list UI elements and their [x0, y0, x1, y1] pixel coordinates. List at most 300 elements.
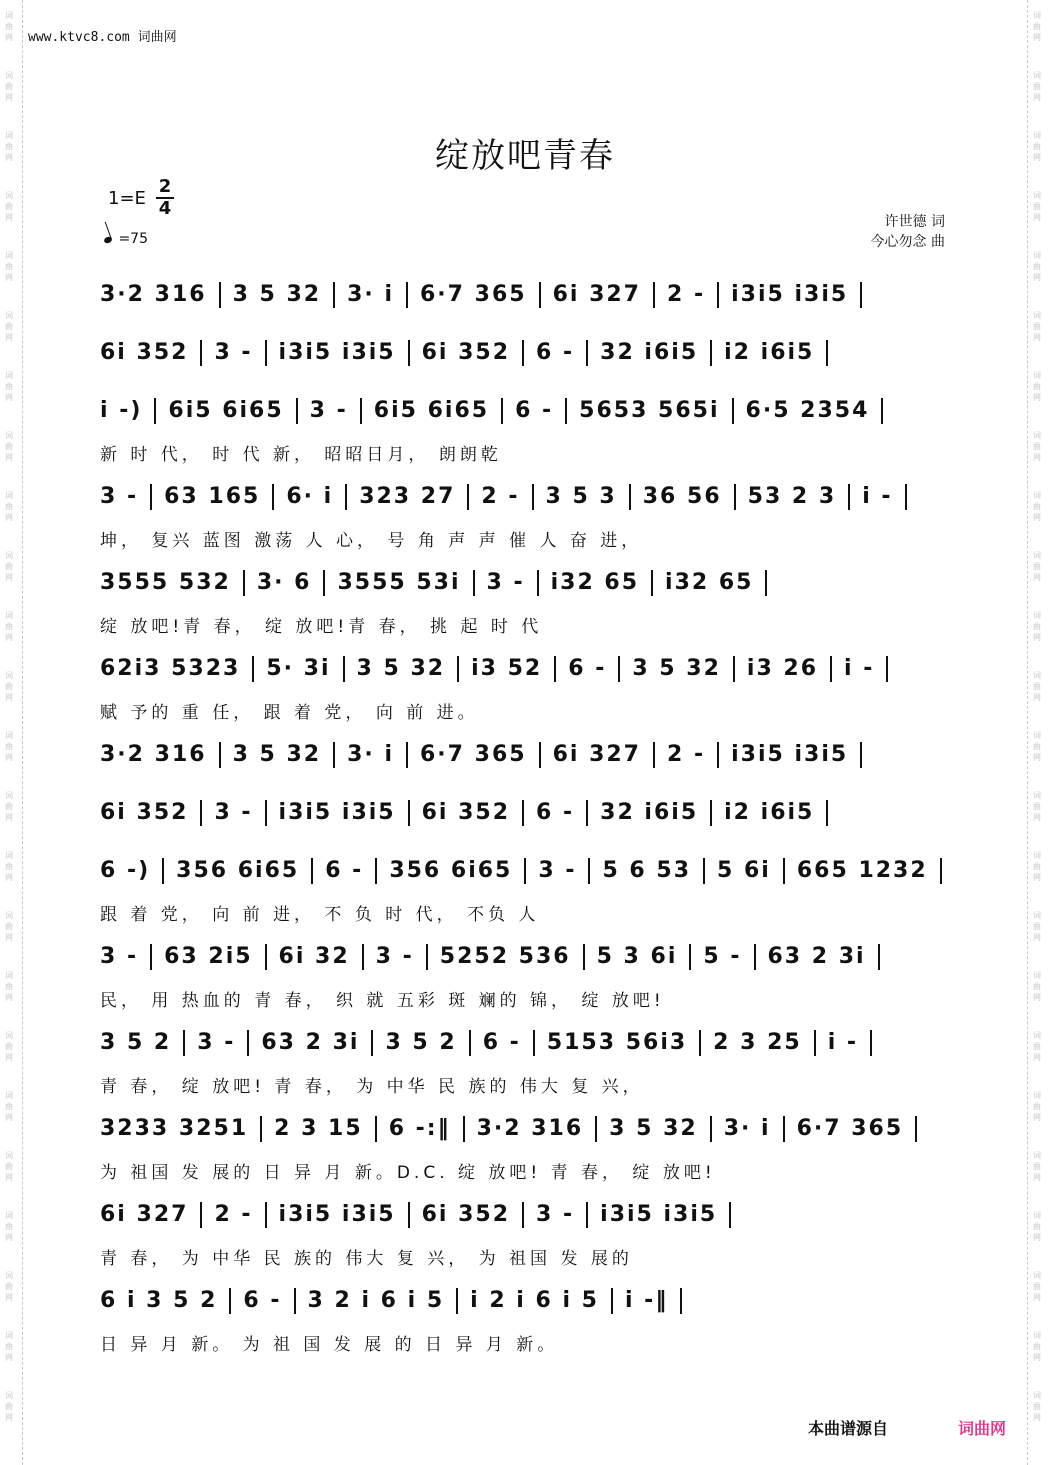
bar-line: [651, 570, 653, 596]
measure: 5 6 53: [602, 858, 692, 883]
bar-line: [611, 1288, 613, 1314]
lyrics-row: 民， 用 热血的 青 春， 织 就 五彩 斑 斓的 锦， 绽 放吧!: [100, 991, 665, 1011]
bar-line: [940, 858, 942, 884]
score-line: [100, 1116, 950, 1150]
measure: 3· i: [347, 742, 394, 767]
measure: 3 5 32: [232, 742, 322, 767]
measure: i -: [862, 484, 893, 509]
bar-line: [265, 944, 267, 970]
measure: 6 -: [243, 1288, 282, 1313]
bar-line: [586, 1202, 588, 1228]
measure: 6 -: [482, 1030, 521, 1055]
bar-line: [814, 1030, 816, 1056]
watermark-text: 词 曲 网: [5, 611, 13, 642]
bar-line: [296, 398, 298, 424]
bar-line: [905, 484, 907, 510]
measure: 3233 3251: [100, 1116, 249, 1141]
bar-line: [586, 340, 588, 366]
bar-line: [362, 944, 364, 970]
measure: 53 2 3: [747, 484, 837, 509]
bar-line: [406, 282, 408, 308]
watermark-text: 词 曲 网: [5, 191, 13, 222]
bar-line: [463, 1116, 465, 1142]
bar-line: [219, 282, 221, 308]
measure: i32 65: [665, 570, 754, 595]
watermark-text: 词 曲 网: [1033, 911, 1041, 942]
bar-line: [467, 484, 469, 510]
measure: 6 i 3 5 2: [100, 1288, 218, 1313]
score-line: [100, 800, 950, 834]
bar-line: [243, 570, 245, 596]
lyrics-row: 绽 放吧!青 春， 绽 放吧!青 春， 挑 起 时 代: [100, 617, 543, 637]
watermark-text: 词 曲 网: [5, 1151, 13, 1182]
bar-line: [717, 282, 719, 308]
time-signature-bottom: 4: [158, 198, 172, 219]
bar-line: [247, 1030, 249, 1056]
measure: 3· 6: [256, 570, 312, 595]
lyrics-row: 坤， 复兴 蓝图 激荡 人 心， 号 角 声 声 催 人 奋 进，: [100, 531, 643, 551]
measure: 6i5 6i65: [168, 398, 284, 423]
measure: 6i 32: [278, 944, 350, 969]
bar-line: [150, 484, 152, 510]
lyrics-row: 跟 着 党， 向 前 进， 不 负 时 代， 不负 人: [100, 905, 540, 925]
tempo-value: =75: [118, 231, 148, 247]
watermark-text: 词 曲 网: [5, 131, 13, 162]
bar-line: [826, 800, 828, 826]
bar-line: [618, 656, 620, 682]
measure: 6 -): [100, 858, 151, 883]
bar-line: [830, 656, 832, 682]
bar-line: [311, 858, 313, 884]
watermark-text: 词 曲 网: [5, 731, 13, 762]
bar-line: [265, 1202, 267, 1228]
measure: 2 3 15: [274, 1116, 363, 1141]
watermark-text: 词 曲 网: [5, 491, 13, 522]
tempo-marking: [104, 231, 148, 247]
notes-row: [100, 1030, 950, 1064]
bar-line: [586, 800, 588, 826]
measure: 665 1232: [796, 858, 928, 883]
lyrics-row: 新 时 代， 时 代 新， 昭昭日月， 朗朗乾: [100, 445, 502, 465]
measure: 2 -: [667, 282, 706, 307]
measure: 2 -: [214, 1202, 253, 1227]
measure: 5653 565i: [579, 398, 720, 423]
measure: 3·2 316: [100, 742, 207, 767]
measure: 3· i: [723, 1116, 771, 1141]
bar-line: [522, 340, 524, 366]
score-line: [100, 484, 950, 518]
watermark-text: 词 曲 网: [1033, 191, 1041, 222]
notes-row: [100, 656, 950, 690]
score-line: [100, 398, 950, 432]
measure: 6 -: [515, 398, 554, 423]
bar-line: [860, 282, 862, 308]
bar-line: [265, 800, 267, 826]
watermark-text: 词 曲 网: [1033, 971, 1041, 1002]
measure: 3 5 3: [545, 484, 617, 509]
notes-row: [100, 1202, 950, 1236]
measure: 5 3 6i: [596, 944, 678, 969]
measure: 6· i: [286, 484, 334, 509]
bar-line: [870, 1030, 872, 1056]
bar-line: [754, 944, 756, 970]
bar-line: [219, 742, 221, 768]
composer: 今心勿念 曲: [870, 234, 945, 250]
watermark-text: 词 曲 网: [1033, 371, 1041, 402]
bar-line: [457, 656, 459, 682]
credits: [871, 212, 945, 252]
measure: 6·7 365: [420, 282, 527, 307]
bar-line: [375, 1116, 377, 1142]
watermark-text: 词 曲 网: [1033, 851, 1041, 882]
measure: 5 -: [703, 944, 742, 969]
measure: 3 -: [197, 1030, 236, 1055]
measure: 32 i6i5: [600, 800, 699, 825]
measure: 2 3 25: [713, 1030, 802, 1055]
bar-line: [734, 484, 736, 510]
bar-line: [732, 398, 734, 424]
notes-row: [100, 858, 950, 892]
watermark-text: 词 曲 网: [5, 11, 13, 42]
bar-line: [333, 282, 335, 308]
measure: i3i5 i3i5: [731, 282, 849, 307]
notes-row: [100, 800, 950, 834]
bar-line: [150, 944, 152, 970]
watermark-text: 词 曲 网: [1033, 11, 1041, 42]
measure: 63 2i5: [164, 944, 253, 969]
bar-line: [583, 944, 585, 970]
measure: 6 -: [568, 656, 607, 681]
watermark-text: 词 曲 网: [5, 1271, 13, 1302]
measure: 6i 327: [100, 1202, 189, 1227]
measure: 3 5 2: [100, 1030, 172, 1055]
bar-line: [537, 570, 539, 596]
measure: 3 -: [214, 800, 253, 825]
measure: i -: [844, 656, 875, 681]
bar-line: [456, 1288, 458, 1314]
time-signature-top: 2: [156, 177, 174, 199]
measure: 3 -: [100, 944, 139, 969]
watermark-text: 词 曲 网: [5, 371, 13, 402]
bar-line: [848, 484, 850, 510]
song-title: 绽放吧青春: [435, 136, 615, 176]
bar-line: [783, 858, 785, 884]
measure: 3555 532: [100, 570, 231, 595]
notes-row: [100, 398, 950, 432]
bar-line: [629, 484, 631, 510]
watermark-text: 词 曲 网: [5, 1091, 13, 1122]
bar-line: [881, 398, 883, 424]
bar-line: [533, 1030, 535, 1056]
footer-brand: 词曲网: [958, 1419, 1007, 1438]
bar-line: [699, 1030, 701, 1056]
bar-line: [915, 1116, 917, 1142]
measure: 6i 352: [100, 340, 189, 365]
measure: 3555 53i: [337, 570, 461, 595]
watermark-text: 词 曲 网: [1033, 731, 1041, 762]
measure: 3 2 i 6 i 5: [307, 1288, 445, 1313]
watermark-text: 词 曲 网: [1033, 251, 1041, 282]
watermark-text: 词 曲 网: [1033, 1091, 1041, 1122]
watermark-text: 词 曲 网: [1033, 1151, 1041, 1182]
right-watermark-strip: [1027, 0, 1050, 1465]
bar-line: [710, 800, 712, 826]
quarter-note-icon: [103, 236, 113, 244]
measure: 6i 327: [552, 742, 641, 767]
bar-line: [826, 340, 828, 366]
bar-line: [729, 1202, 731, 1228]
watermark-text: 词 曲 网: [1033, 1271, 1041, 1302]
measure: 6i 352: [421, 1202, 511, 1227]
score-line: [100, 656, 950, 690]
bar-line: [371, 1030, 373, 1056]
measure: i3i5 i3i5: [278, 800, 396, 825]
measure: 3 -: [214, 340, 253, 365]
bar-line: [717, 742, 719, 768]
measure: 6i 327: [552, 282, 641, 307]
bar-line: [539, 282, 541, 308]
measure: 6 -:‖: [388, 1116, 451, 1141]
measure: i -‖: [624, 1288, 669, 1313]
bar-line: [323, 570, 325, 596]
bar-line: [733, 656, 735, 682]
watermark-text: 词 曲 网: [5, 431, 13, 462]
footer-source: 本曲谱源自: [808, 1419, 889, 1438]
bar-line: [473, 570, 475, 596]
score-line: [100, 282, 950, 316]
watermark-text: 词 曲 网: [1033, 311, 1041, 342]
measure: 6 -: [536, 340, 575, 365]
measure: 3· i: [347, 282, 394, 307]
measure: 6i5 6i65: [373, 398, 490, 423]
bar-line: [765, 570, 767, 596]
bar-line: [710, 1116, 712, 1142]
measure: 5· 3i: [266, 656, 331, 681]
notes-row: [100, 742, 950, 776]
watermark-text: 词 曲 网: [5, 311, 13, 342]
watermark-text: 词 曲 网: [5, 851, 13, 882]
time-signature: [156, 177, 174, 219]
measure: 5252 536: [439, 944, 571, 969]
measure: 6 -: [325, 858, 364, 883]
bar-line: [200, 340, 202, 366]
watermark-text: 词 曲 网: [1033, 431, 1041, 462]
bar-line: [343, 656, 345, 682]
measure: i3 52: [471, 656, 543, 681]
bar-line: [565, 398, 567, 424]
bar-line: [680, 1288, 682, 1314]
watermark-text: 词 曲 网: [5, 1031, 13, 1062]
bar-line: [229, 1288, 231, 1314]
measure: i -: [827, 1030, 859, 1055]
bar-line: [588, 858, 590, 884]
watermark-text: 词 曲 网: [5, 71, 13, 102]
measure: 323 27: [359, 484, 456, 509]
score-line: [100, 570, 950, 604]
bar-line: [408, 1202, 410, 1228]
lyrics-row: 青 春， 为 中华 民 族的 伟大 复 兴， 为 祖国 发 展的: [100, 1249, 633, 1269]
measure: i2 i6i5: [724, 340, 815, 365]
bar-line: [408, 340, 410, 366]
measure: i3 26: [746, 656, 819, 681]
measure: 36 56: [642, 484, 722, 509]
bar-line: [408, 800, 410, 826]
watermark-text: 词 曲 网: [1033, 1391, 1041, 1422]
bar-line: [375, 858, 377, 884]
lyrics-row: 为 祖国 发 展的 日 异 月 新。D.C. 绽 放吧! 青 春， 绽 放吧!: [100, 1163, 716, 1183]
bar-line: [653, 282, 655, 308]
watermark-text: 词 曲 网: [5, 1391, 13, 1422]
notes-row: [100, 1288, 950, 1322]
bar-line: [162, 858, 164, 884]
lyrics-row: 日 异 月 新。 为 祖 国 发 展 的 日 异 月 新。: [100, 1335, 559, 1355]
watermark-text: 词 曲 网: [1033, 1211, 1041, 1242]
measure: 3 -: [100, 484, 139, 509]
bar-line: [360, 398, 362, 424]
bar-line: [860, 742, 862, 768]
watermark-text: 词 曲 网: [1033, 671, 1041, 702]
measure: 3 -: [536, 1202, 575, 1227]
score-line: [100, 742, 950, 776]
measure: i3i5 i3i5: [731, 742, 849, 767]
bar-line: [426, 944, 428, 970]
measure: i3i5 i3i5: [600, 1202, 718, 1227]
bar-line: [345, 484, 347, 510]
measure: 356 6i65: [389, 858, 513, 883]
watermark-text: 词 曲 网: [1033, 71, 1041, 102]
bar-line: [886, 656, 888, 682]
watermark-text: 词 曲 网: [5, 971, 13, 1002]
lyricist: 许世德 词: [884, 214, 945, 230]
bar-line: [524, 858, 526, 884]
bar-line: [260, 1116, 262, 1142]
measure: i 2 i 6 i 5: [470, 1288, 599, 1313]
measure: 5 6i: [717, 858, 771, 883]
score-line: [100, 1288, 950, 1322]
bar-line: [653, 742, 655, 768]
score-line: [100, 944, 950, 978]
measure: 5153 56i3: [546, 1030, 688, 1055]
watermark-text: 词 曲 网: [5, 791, 13, 822]
watermark-text: 词 曲 网: [5, 551, 13, 582]
lyrics-row: 赋 予的 重 任， 跟 着 党， 向 前 进。: [100, 703, 479, 723]
measure: 3 5 32: [609, 1116, 698, 1141]
score-line: [100, 1030, 950, 1064]
bar-line: [501, 398, 503, 424]
measure: 6i 352: [421, 800, 511, 825]
watermark-text: 词 曲 网: [1033, 491, 1041, 522]
measure: 3·2 316: [100, 282, 207, 307]
measure: 3 -: [538, 858, 577, 883]
lyrics-row: 青 春， 绽 放吧! 青 春， 为 中华 民 族的 伟大 复 兴，: [100, 1077, 644, 1097]
notes-row: [100, 944, 950, 978]
measure: 6i 352: [100, 800, 189, 825]
measure: 2 -: [667, 742, 706, 767]
watermark-text: 词 曲 网: [1033, 1331, 1041, 1362]
measure: 3 5 32: [232, 282, 322, 307]
measure: 63 2 3i: [767, 944, 866, 969]
bar-line: [522, 800, 524, 826]
bar-line: [710, 340, 712, 366]
notes-row: [100, 282, 950, 316]
notes-row: [100, 1116, 950, 1150]
watermark-text: 词 曲 网: [1033, 1031, 1041, 1062]
measure: 6·7 365: [796, 1116, 904, 1141]
watermark-text: 词 曲 网: [5, 1331, 13, 1362]
measure: 3 5 32: [632, 656, 721, 681]
notes-row: [100, 340, 950, 374]
measure: 356 6i65: [176, 858, 300, 883]
bar-line: [783, 1116, 785, 1142]
measure: 3 -: [375, 944, 414, 969]
key-signature: 1=E: [108, 188, 146, 209]
measure: 6i 352: [421, 340, 511, 365]
site-url: www.ktvc8.com 词曲网: [28, 30, 177, 45]
watermark-text: 词 曲 网: [1033, 791, 1041, 822]
notes-row: [100, 570, 950, 604]
bar-line: [532, 484, 534, 510]
bar-line: [252, 656, 254, 682]
bar-line: [406, 742, 408, 768]
watermark-text: 词 曲 网: [5, 671, 13, 702]
score-line: [100, 858, 950, 892]
watermark-text: 词 曲 网: [1033, 611, 1041, 642]
measure: 3·2 316: [476, 1116, 584, 1141]
measure: i32 65: [550, 570, 640, 595]
bar-line: [265, 340, 267, 366]
measure: i -): [100, 398, 143, 423]
measure: 6·7 365: [420, 742, 527, 767]
watermark-text: 词 曲 网: [5, 251, 13, 282]
score-line: [100, 340, 950, 374]
bar-line: [689, 944, 691, 970]
bar-line: [200, 1202, 202, 1228]
bar-line: [878, 944, 880, 970]
bar-line: [554, 656, 556, 682]
measure: i2 i6i5: [724, 800, 815, 825]
measure: 62i3 5323: [100, 656, 241, 681]
bar-line: [200, 800, 202, 826]
bar-line: [294, 1288, 296, 1314]
bar-line: [333, 742, 335, 768]
measure: i3i5 i3i5: [278, 340, 396, 365]
bar-line: [522, 1202, 524, 1228]
bar-line: [183, 1030, 185, 1056]
bar-line: [703, 858, 705, 884]
watermark-text: 词 曲 网: [5, 911, 13, 942]
bar-line: [154, 398, 156, 424]
measure: 6 -: [536, 800, 575, 825]
notes-row: [100, 484, 950, 518]
watermark-text: 词 曲 网: [5, 1211, 13, 1242]
measure: 3 -: [309, 398, 348, 423]
measure: 3 -: [486, 570, 525, 595]
measure: i3i5 i3i5: [278, 1202, 396, 1227]
measure: 3 5 32: [356, 656, 446, 681]
measure: 3 5 2: [385, 1030, 457, 1055]
measure: 6·5 2354: [745, 398, 870, 423]
watermark-text: 词 曲 网: [1033, 131, 1041, 162]
left-watermark-strip: [0, 0, 23, 1465]
measure: 2 -: [481, 484, 520, 509]
measure: 63 2 3i: [261, 1030, 360, 1055]
watermark-text: 词 曲 网: [1033, 551, 1041, 582]
measure: 32 i6i5: [600, 340, 699, 365]
bar-line: [595, 1116, 597, 1142]
bar-line: [272, 484, 274, 510]
bar-line: [539, 742, 541, 768]
bar-line: [469, 1030, 471, 1056]
